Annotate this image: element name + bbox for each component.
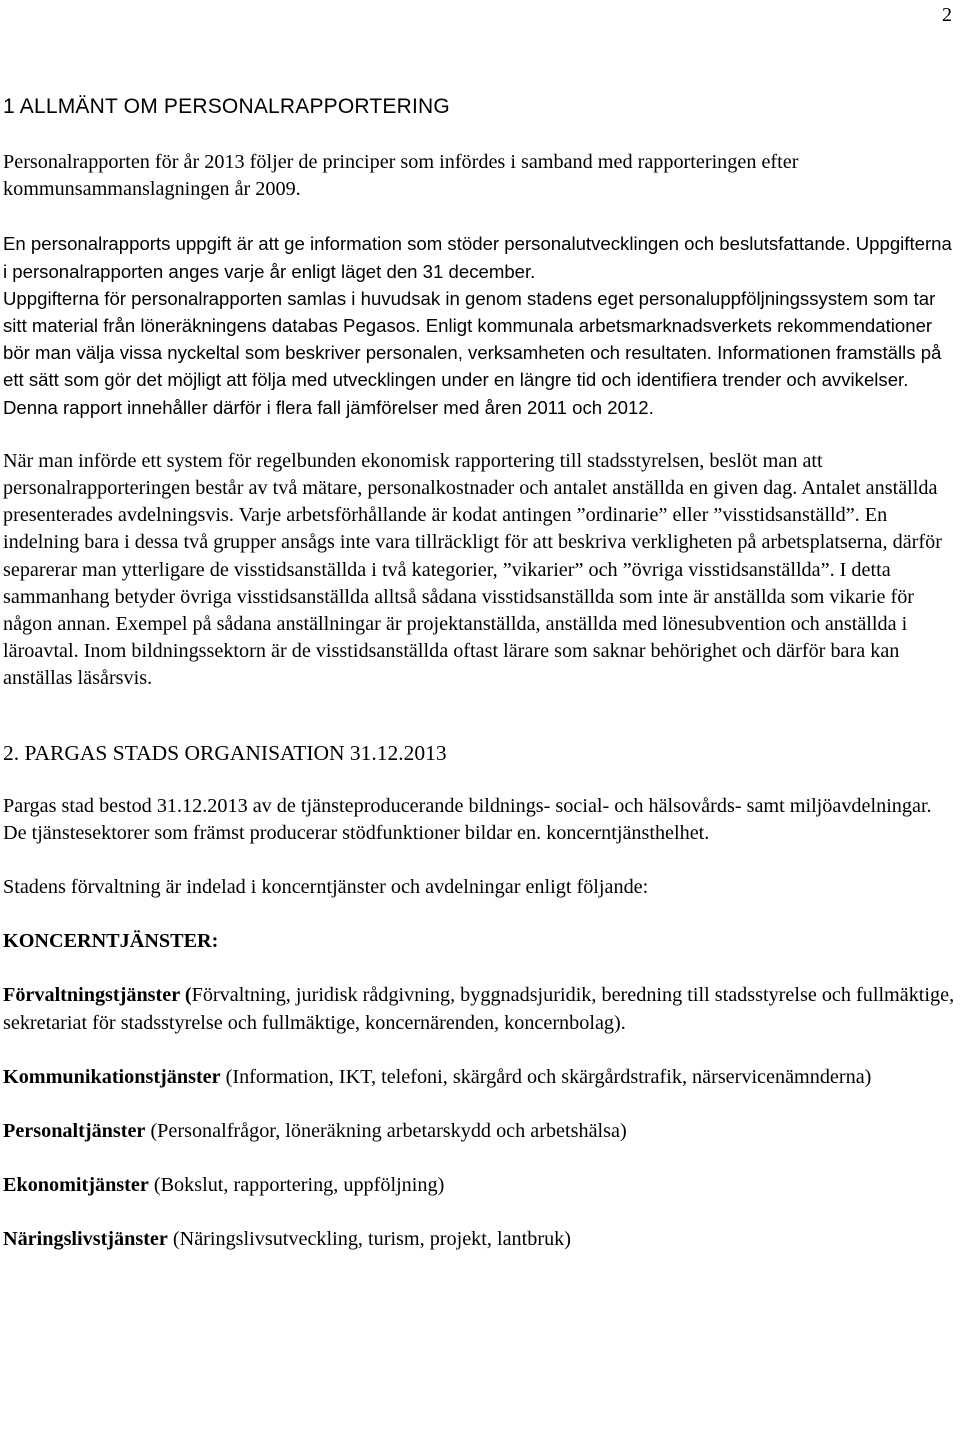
paragraph-city-structure: Pargas stad bestod 31.12.2013 av de tjänsteproducerande bildnings- social- och hälsovårds- samt miljöavdelningar. De tjänstesektorer som främst producerar stödfunktioner bildar en. koncerntjänsthelhet. [3, 794, 932, 844]
service-description-communication: (Information, IKT, telefoni, skärgård och skärgårdstrafik, närservicenämnderna) [220, 1065, 872, 1088]
page-number: 2 [942, 4, 952, 26]
service-title-economy: Ekonomitjänster [3, 1174, 149, 1197]
section-1-heading: 1 ALLMÄNT OM PERSONALRAPPORTERING [3, 95, 450, 118]
service-description-business: (Näringslivsutveckling, turism, projekt, lantbruk) [167, 1228, 571, 1251]
section-2-heading: 2. PARGAS STADS ORGANISATION 31.12.2013 [3, 740, 447, 765]
service-title-business: Näringslivstjänster [3, 1228, 168, 1251]
section-general-personnel-reporting [3, 93, 955, 693]
service-description-economy: (Bokslut, rapportering, uppföljning) [148, 1174, 445, 1197]
paragraph-administration-division: Stadens förvaltning är indelad i koncerntjänster och avdelningar enligt följande: [3, 876, 649, 899]
section-city-organisation [3, 739, 955, 1254]
service-item-personnel [3, 1118, 955, 1145]
service-description-administration: Förvaltning, juridisk rådgivning, byggnadsjuridik, beredning till stadsstyrelse och fullmäktige, sekretariat för stadsstyrelse och fullmäktige, koncernärenden, koncernbolag). [3, 984, 955, 1034]
service-title-personnel: Personaltjänster [3, 1120, 146, 1143]
service-item-administration [3, 982, 955, 1036]
paragraph-principles: Personalrapporten för år 2013 följer de principer som infördes i samband med rapporteringen efter kommunsammanslagningen år 2009. [3, 151, 799, 201]
document-content [3, 93, 955, 1254]
service-item-business [3, 1226, 955, 1253]
service-title-communication: Kommunikationstjänster [3, 1065, 221, 1088]
koncern-services-heading: KONCERNTJÄNSTER: [3, 930, 219, 953]
service-title-administration: Förvaltningstjänster ( [3, 984, 192, 1007]
service-description-personnel: (Personalfrågor, löneräkning arbetarskydd och arbetshälsa) [145, 1120, 627, 1143]
paragraph-report-purpose: En personalrapports uppgift är att ge information som stöder personalutvecklingen och beslutsfattande. Uppgifterna i personalrapporten anges varje år enligt läget den 31 december. [3, 233, 952, 282]
service-item-economy [3, 1172, 955, 1199]
paragraph-reporting-system: När man införde ett system för regelbunden ekonomisk rapportering till stadsstyrelsen, beslöt man att personalrapporteringen består av två mätare, personalkostnader och antalet anställda en given dag. Antalet anställda presenterades avdelningsvis. Varje arbetsförhållande är kodat antingen ”ordinarie” eller ”visstidsanställd”. En indelning bara i dessa två grupper ansågs inte vara tillräckligt för att beskriva verkligheten på arbetsplatserna, därför separerar man ytterligare de visstidsanställda i två kategorier, ”vikarier” och ”övriga visstidsanställda”. I detta sammanhang betyder övriga visstidsanställda alltså sådana visstidsanställda som inte är anställda som vikarie för någon annan. Exempel på sådana anställningar är projektanställda, anställda med lönesubvention och anställda i läroavtal. Inom bildningssektorn är de visstidsanställda oftast lärare som saknar behörighet och därför bara kan anställas läsårsvis. [3, 449, 942, 690]
service-item-communication [3, 1064, 955, 1091]
paragraph-data-sources: Uppgifterna för personalrapporten samlas i huvudsak in genom stadens eget personaluppföljningssystem som tar sitt material från löneräkningens databas Pegasos. Enligt kommunala arbetsmarknadsverkets rekommendationer bör man välja vissa nyckeltal som beskriver personalen, verksamheten och resultaten. Informationen framställs på ett sätt som gör det möjligt att följa med utvecklingen under en längre tid och identifiera trender och avvikelser. Denna rapport innehåller därför i flera fall jämförelser med åren 2011 och 2012. [3, 287, 942, 418]
